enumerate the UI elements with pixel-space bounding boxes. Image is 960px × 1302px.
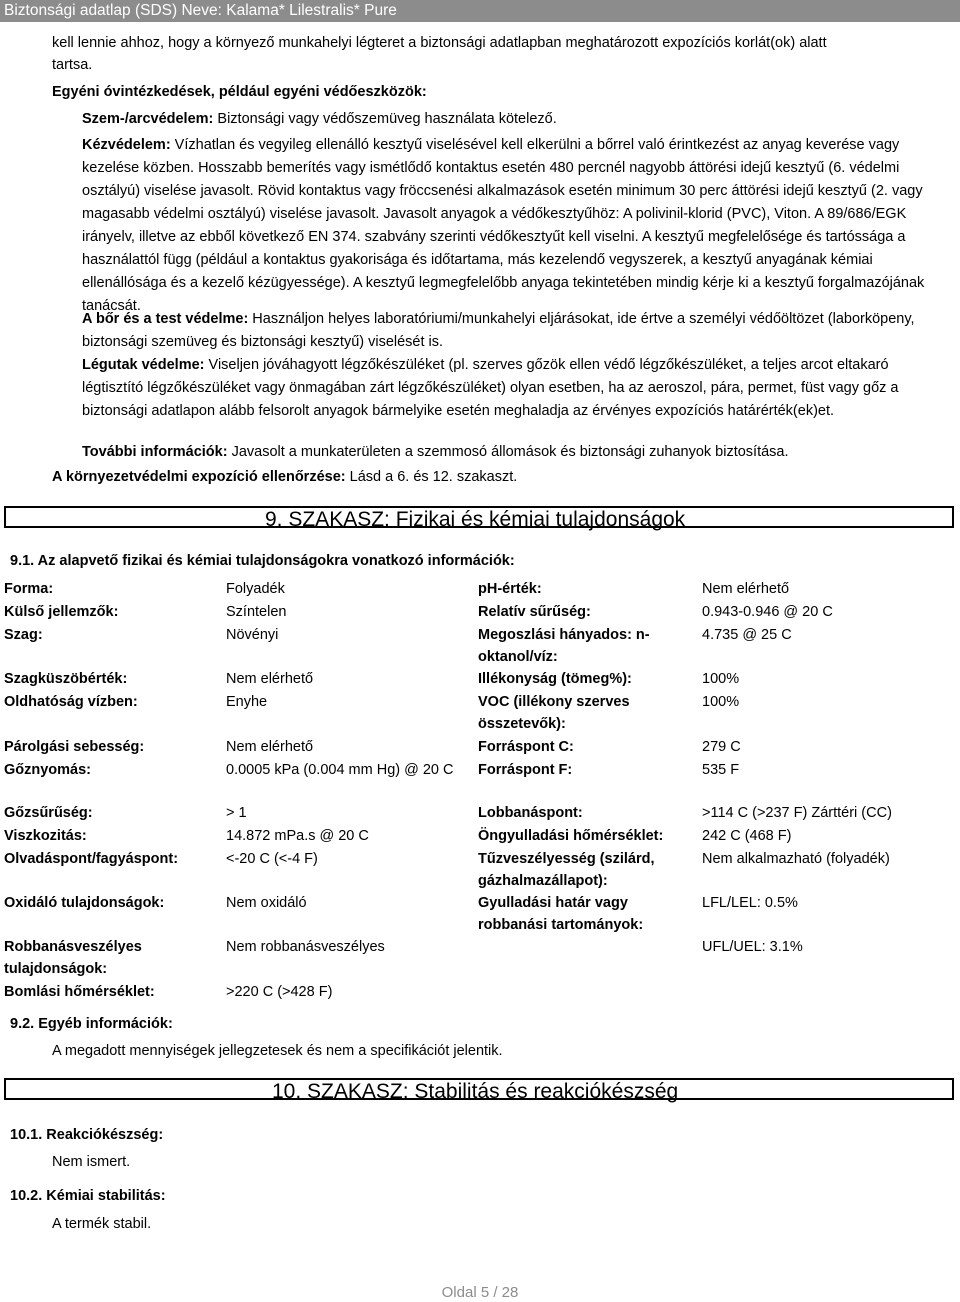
property-label: Olvadáspont/fagyáspont: [4, 851, 179, 867]
property-value: 242 C (468 F) [702, 828, 792, 844]
property-label: VOC (illékony szerves összetevők): [478, 694, 630, 732]
property-label: Forráspont F: [478, 762, 573, 778]
section-10-1-text: Nem ismert. [52, 1154, 131, 1170]
property-label: Tűzveszélyesség (szilárd, gázhalmazállapot): [478, 851, 655, 889]
property-label: Szagküszöbérték: [4, 671, 128, 687]
property-value: > 1 [226, 805, 247, 821]
property-label: Forma: [4, 581, 54, 597]
document-header: Biztonsági adatlap (SDS) Neve: Kalama* Lilestralis* Pure [0, 0, 960, 22]
property-value: Nem elérhető [226, 671, 314, 687]
property-value: >114 C (>237 F) Zárttéri (CC) [702, 805, 892, 821]
property-value: Enyhe [226, 694, 268, 710]
ppe-heading: Egyéni óvintézkedések, például egyéni védőeszközök: [52, 84, 427, 100]
property-value: 0.0005 kPa (0.004 mm Hg) @ 20 C [226, 762, 454, 778]
property-label: Oxidáló tulajdonságok: [4, 895, 165, 911]
property-value: 279 C [702, 739, 741, 755]
property-value: Nem robbanásveszélyes [226, 939, 385, 955]
further-info-text: Javasolt a munkaterületen a szemmosó állomások és biztonsági zuhanyok biztosítása. [227, 444, 789, 460]
property-value: 535 F [702, 762, 740, 778]
hand-protection-text: Vízhatlan és vegyileg ellenálló kesztyű viselésével kell elkerülni a bőrrel való érintkezést az anyag keverése vagy kezelése közben. Hosszabb bemerítés vagy ismétlődő kontaktus esetén 480 percnél nagyobb áttörési idejű kesztyű (6. védelmi osztályú) viselése javasolt. Rövid kontaktus vagy fröccsenési alkalmazások esetén minimum 30 perc áttörési idejű kesztyű (2. vagy magasabb védelmi osztályú) viselése javasolt. Javasolt anyagok a védőkesztyűhöz: A polivinil-klorid (PVC), Viton. A 89/686/EGK irányelv, illetve az ebből következő EN 374. szabvány szerinti védőkesztyűt kell viselni. A kesztyű megfelelősége és tartóssága a használattól függ (például a kontaktus gyakorisága és időtartama, más kezelendő vegyszerek, a kesztyű anyagának kémiai ellenállósága és a kezelő kézügyessége). A kesztyű legmegfelelőbb anyaga tekintetében mindig kérje ki a kesztyű forgalmazójának tanácsát. [82, 137, 925, 314]
respiratory-protection-text: Viseljen jóváhagyott légzőkészüléket (pl. szerves gőzök ellen védő légzőkészüléket, a teljes arcot eltakaró légtisztító légzőkészüléket vagy önmagában zárt légzőkészüléket) olyan esetben, ha az aeroszol, pára, permet, füst vagy gőz a biztonsági adatlapon alább felsorolt anyagok bármelyike esetén meghaladja az érvényes expozíciós határérték(ek)et. [82, 357, 899, 419]
hand-protection-label: Kézvédelem: [82, 137, 171, 153]
property-label: Gőzsűrűség: [4, 805, 93, 821]
intro-line-2: tartsa. [52, 57, 93, 73]
section-9-title: 9. SZAKASZ: Fizikai és kémiai tulajdonságok [265, 508, 686, 531]
property-value: 14.872 mPa.s @ 20 C [226, 828, 369, 844]
property-value: 100% [702, 671, 740, 687]
respiratory-protection-label: Légutak védelme: [82, 357, 205, 373]
property-label: Gőznyomás: [4, 762, 92, 778]
section-10-2-text: A termék stabil. [52, 1216, 152, 1232]
property-value: Folyadék [226, 581, 285, 597]
property-label: Külső jellemzők: [4, 604, 119, 620]
property-value: 0.943-0.946 @ 20 C [702, 604, 833, 620]
property-label: Párolgási sebesség: [4, 739, 145, 755]
property-label: Oldhatóság vízben: [4, 694, 138, 710]
intro-line-1: kell lennie ahhoz, hogy a környező munkahelyi légteret a biztonsági adatlapban meghatározott expozíciós korlát(ok) alatt [52, 35, 827, 51]
section-9-2-heading: 9.2. Egyéb információk: [10, 1016, 173, 1032]
property-label: Öngyulladási hőmérséklet: [478, 828, 664, 844]
skin-protection-text: Használjon helyes laboratóriumi/munkahelyi eljárásokat, ide értve a személyi védőöltözet (laborköpeny, biztonsági szemüveg és biztonsági kesztyű) viselését is. [82, 311, 915, 350]
eye-protection-text: Biztonsági vagy védőszemüveg használata kötelező. [213, 111, 557, 127]
property-label: Bomlási hőmérséklet: [4, 984, 155, 1000]
property-value: Színtelen [226, 604, 287, 620]
property-label: Lobbanáspont: [478, 805, 583, 821]
property-label: pH-érték: [478, 581, 542, 597]
property-label: Illékonyság (tömeg%): [478, 671, 632, 687]
property-value: Növényi [226, 627, 279, 643]
skin-protection-label: A bőr és a test védelme: [82, 311, 249, 327]
property-value: Nem oxidáló [226, 895, 307, 911]
skin-protection [82, 308, 942, 354]
property-value: >220 C (>428 F) [226, 984, 333, 1000]
section-9-1-heading: 9.1. Az alapvető fizikai és kémiai tulajdonságokra vonatkozó információk: [10, 553, 515, 569]
further-info-label: További információk: [82, 444, 228, 460]
eye-protection [82, 110, 557, 128]
property-label: Relatív sűrűség: [478, 604, 591, 620]
property-label: Megoszlási hányados: n-oktanol/víz: [478, 627, 650, 665]
property-value: UFL/UEL: 3.1% [702, 939, 803, 955]
property-value: <-20 C (<-4 F) [226, 851, 318, 867]
property-label: Szag: [4, 627, 43, 643]
section-10-2-heading: 10.2. Kémiai stabilitás: [10, 1188, 166, 1204]
section-10-1-heading: 10.1. Reakciókészség: [10, 1127, 164, 1143]
environmental-exposure [52, 468, 517, 486]
page-number: Oldal 5 / 28 [441, 1284, 519, 1301]
property-value: 100% [702, 694, 740, 710]
property-value: Nem elérhető [226, 739, 314, 755]
environmental-exposure-label: A környezetvédelmi expozíció ellenőrzése: [52, 469, 346, 485]
environmental-exposure-text: Lásd a 6. és 12. szakaszt. [345, 469, 518, 485]
hand-protection [82, 134, 952, 318]
property-label: Viszkozitás: [4, 828, 87, 844]
section-10-title: 10. SZAKASZ: Stabilitás és reakciókészség [272, 1080, 679, 1103]
property-value: 4.735 @ 25 C [702, 627, 792, 643]
section-9-2-text: A megadott mennyiségek jellegzetesek és nem a specifikációt jelentik. [52, 1043, 503, 1059]
property-label: Gyulladási határ vagy robbanási tartományok: [478, 895, 644, 933]
further-info [82, 443, 789, 461]
property-label: Forráspont C: [478, 739, 574, 755]
eye-protection-label: Szem-/arcvédelem: [82, 111, 214, 127]
property-value: Nem elérhető [702, 581, 790, 597]
property-value: LFL/LEL: 0.5% [702, 895, 798, 911]
property-label: Robbanásveszélyes tulajdonságok: [4, 939, 142, 977]
property-value: Nem alkalmazható (folyadék) [702, 851, 890, 867]
respiratory-protection [82, 354, 942, 423]
